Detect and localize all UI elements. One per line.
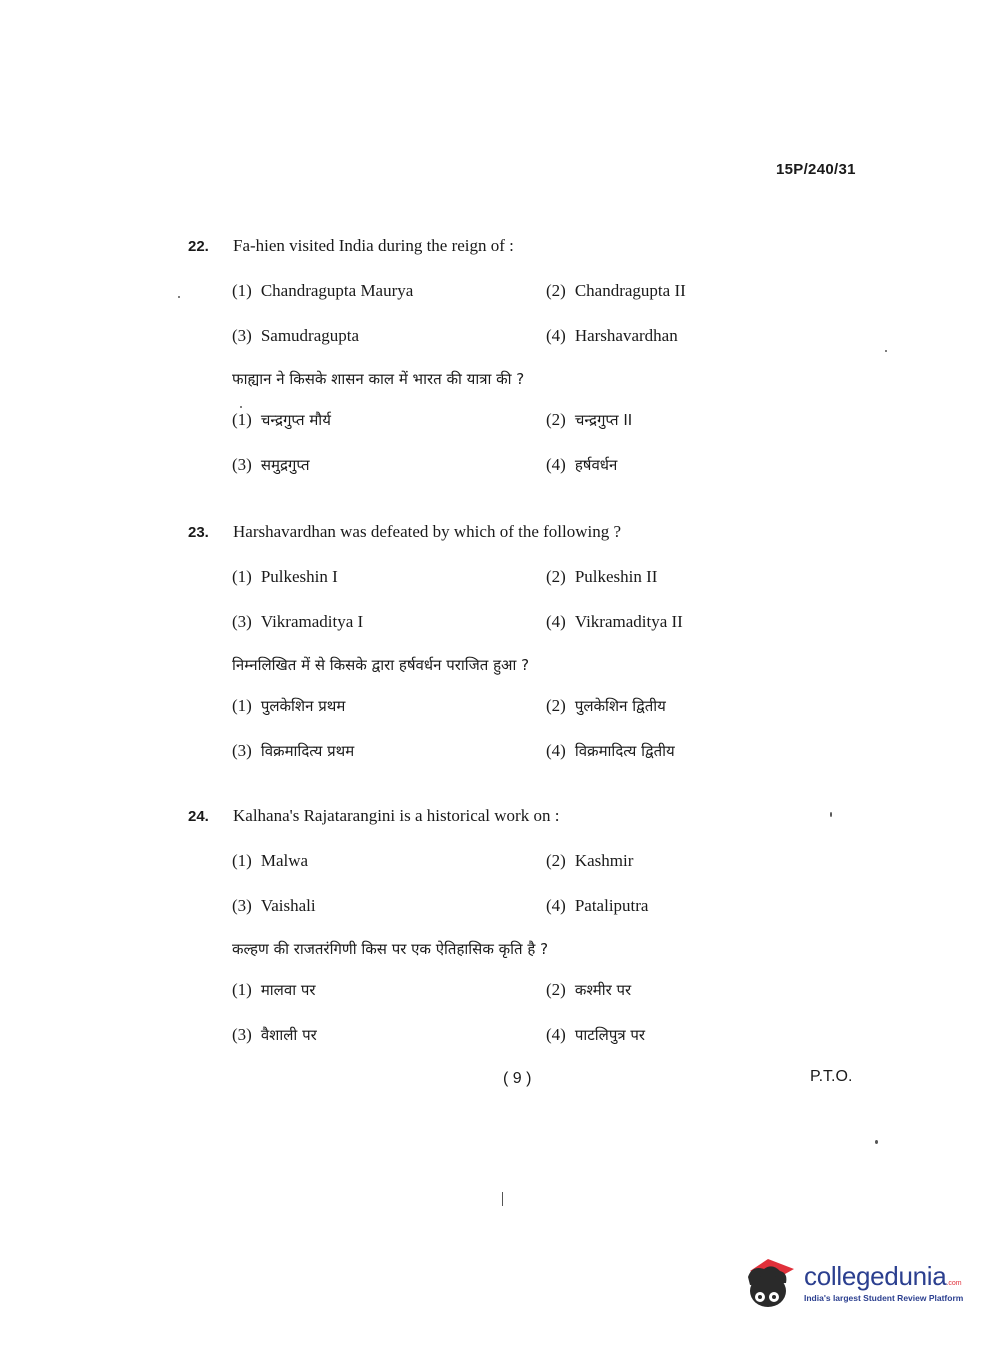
scan-speck (875, 1140, 878, 1144)
option-4-hindi: (4) पाटलिपुत्र पर (546, 1025, 646, 1044)
scan-speck (885, 350, 887, 352)
collegedunia-mascot-icon (742, 1253, 800, 1311)
question-number: 22. (188, 238, 209, 255)
options-hindi (232, 980, 748, 1051)
logo-suffix: .com (946, 1279, 962, 1287)
logo-name: collegedunia (804, 1260, 947, 1291)
option-2: (2) Kashmir (546, 851, 634, 870)
option-3: (3) Vaishali (232, 896, 316, 915)
paper-code: 15P/240/31 (776, 161, 856, 178)
question-22 (188, 236, 748, 481)
option-4: (4) Pataliputra (546, 896, 649, 915)
option-2-hindi: (2) कश्मीर पर (546, 980, 632, 999)
option-3: (3) Vikramaditya I (232, 612, 364, 631)
question-text-hindi: कल्हण की राजतरंगिणी किस पर एक ऐतिहासिक कृति है ? (232, 940, 549, 958)
scan-speck (830, 812, 832, 817)
option-1-hindi: (1) मालवा पर (232, 980, 316, 999)
option-3: (3) Samudragupta (232, 326, 360, 345)
question-text-hindi: फाह्यान ने किसके शासन काल में भारत की यात्रा की ? (232, 370, 525, 388)
question-23 (188, 522, 748, 767)
option-1-hindi: (1) चन्द्रगुप्त मौर्य (232, 410, 331, 429)
option-1: (1) Pulkeshin I (232, 567, 338, 586)
option-1: (1) Chandragupta Maurya (232, 281, 414, 300)
question-24 (188, 806, 748, 1051)
logo-text (804, 1262, 963, 1303)
options-english (232, 281, 748, 352)
question-number: 23. (188, 524, 209, 541)
question-text-hindi: निम्नलिखित में से किसके द्वारा हर्षवर्धन पराजित हुआ ? (232, 656, 530, 674)
options-hindi (232, 410, 748, 481)
option-2-hindi: (2) चन्द्रगुप्त II (546, 410, 633, 429)
option-4: (4) Harshavardhan (546, 326, 678, 345)
option-1-hindi: (1) पुलकेशिन प्रथम (232, 696, 346, 715)
option-1: (1) Malwa (232, 851, 309, 870)
page-number: ( 9 ) (503, 1070, 532, 1087)
scan-speck (502, 1192, 503, 1206)
question-text: Harshavardhan was defeated by which of the following ? (233, 522, 622, 541)
option-2: (2) Chandragupta II (546, 281, 686, 300)
options-english (232, 851, 748, 922)
option-2-hindi: (2) पुलकेशिन द्वितीय (546, 696, 666, 715)
option-3-hindi: (3) विक्रमादित्य प्रथम (232, 741, 355, 760)
question-number: 24. (188, 808, 209, 825)
question-text: Kalhana's Rajatarangini is a historical work on : (233, 806, 560, 825)
collegedunia-logo (742, 1248, 972, 1316)
option-2: (2) Pulkeshin II (546, 567, 658, 586)
option-4: (4) Vikramaditya II (546, 612, 683, 631)
pto-label: P.T.O. (810, 1068, 853, 1085)
scan-speck (240, 406, 242, 408)
option-4-hindi: (4) विक्रमादित्य द्वितीय (546, 741, 675, 760)
option-3-hindi: (3) वैशाली पर (232, 1025, 317, 1044)
scan-speck (178, 296, 180, 298)
option-4-hindi: (4) हर्षवर्धन (546, 455, 618, 474)
option-3-hindi: (3) समुद्रगुप्त (232, 455, 310, 474)
question-text: Fa-hien visited India during the reign of : (233, 236, 514, 255)
options-hindi (232, 696, 748, 767)
logo-tagline: India's largest Student Review Platform (804, 1292, 964, 1303)
options-english (232, 567, 748, 638)
